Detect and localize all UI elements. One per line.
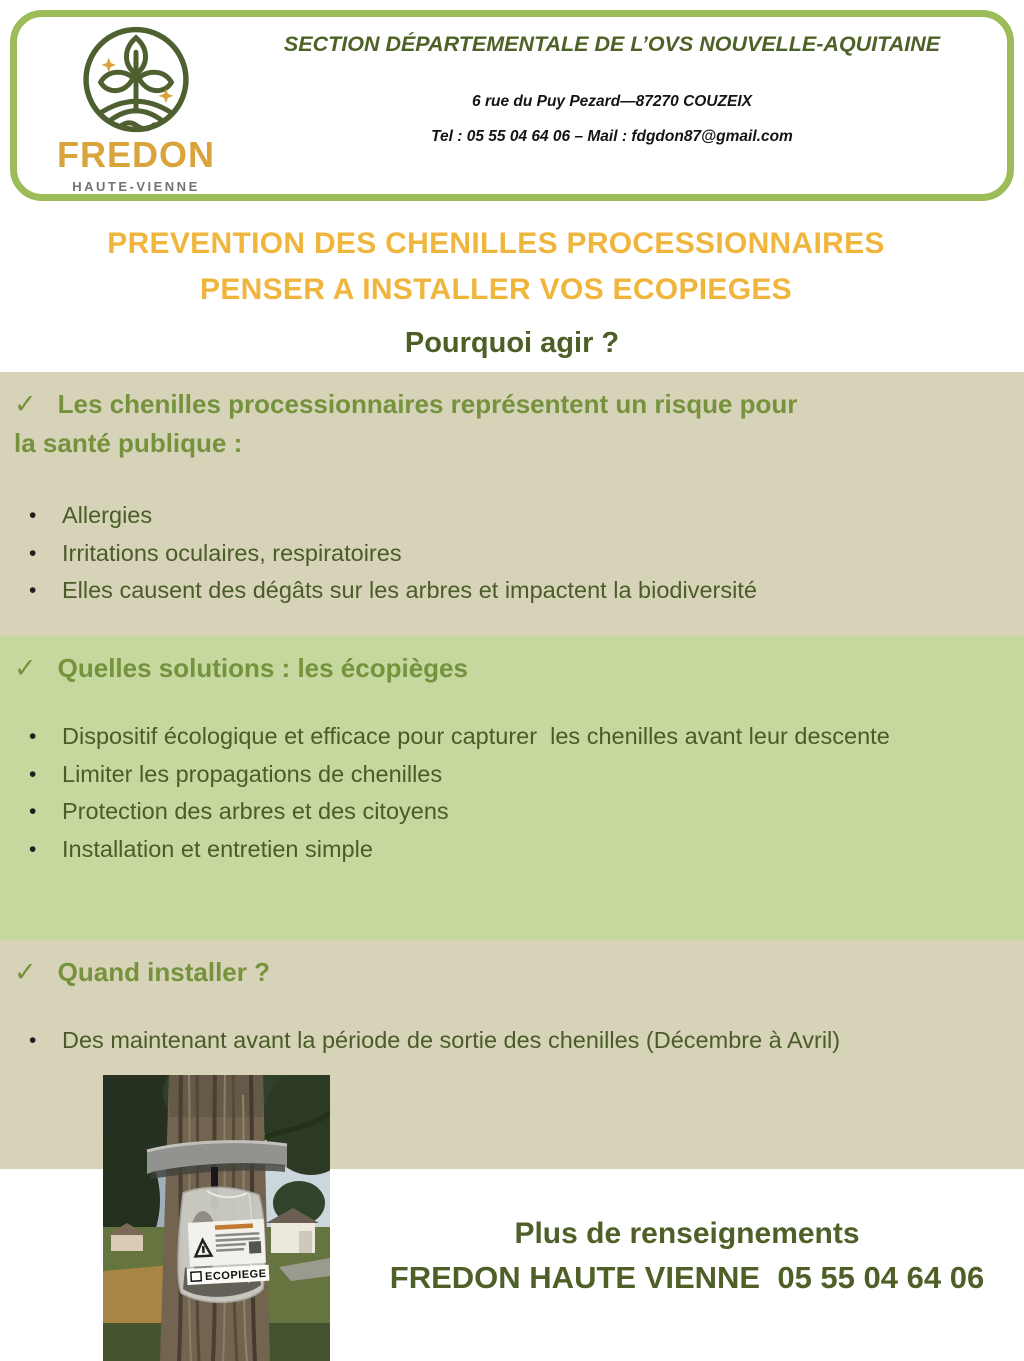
footer-contact	[350, 1212, 1024, 1300]
bullet-list	[0, 718, 1024, 868]
list-item	[0, 497, 1024, 535]
list-item	[0, 535, 1024, 573]
ecopiege-photo-illustration	[103, 1075, 330, 1361]
footer-line2: FREDON HAUTE VIENNE 05 55 04 64 06	[389, 1260, 985, 1295]
bullet-icon: •	[29, 504, 37, 527]
org-address: 6 rue du Puy Pezard—87270 COUZEIX	[472, 93, 752, 110]
ecopiege-label-text: ECOPIEGE	[204, 1267, 267, 1284]
section-heading-text-line2: la santé publique :	[14, 428, 243, 458]
section-heading-text: Quelles solutions : les écopièges	[57, 653, 468, 683]
fredon-plant-icon	[78, 25, 194, 134]
section-heading	[0, 636, 1024, 688]
list-item-text: Des maintenant avant la période de sortie des chenilles (Décembre à Avril)	[62, 1027, 841, 1053]
header-box	[10, 10, 1014, 201]
sparkle-icon	[101, 58, 116, 73]
bullet-icon: •	[29, 1029, 37, 1052]
bullet-list	[0, 1022, 1024, 1060]
main-title-line2: PENSER A INSTALLER VOS ECOPIEGES	[200, 273, 792, 306]
list-item	[0, 1022, 1024, 1060]
list-item-text: Elles causent des dégâts sur les arbres et impactent la biodiversité	[62, 577, 757, 603]
list-item-text: Installation et entretien simple	[62, 835, 373, 862]
list-item	[0, 572, 1024, 610]
list-item-text: Irritations oculaires, respiratoires	[62, 539, 402, 566]
section-heading	[0, 940, 1024, 992]
qr-code	[249, 1241, 262, 1254]
section-health-risk	[0, 372, 1024, 636]
ecopiege-label	[188, 1219, 266, 1267]
checkmark-icon: ✓	[14, 389, 37, 419]
list-item-text: Limiter les propagations de chenilles	[62, 760, 443, 787]
section-heading	[0, 372, 1024, 463]
logo-name: FREDON	[57, 134, 215, 175]
list-item	[0, 831, 1024, 869]
bullet-icon: •	[29, 762, 37, 786]
bullet-icon: •	[29, 725, 37, 748]
bullet-icon: •	[29, 541, 37, 565]
bullet-icon: •	[29, 837, 37, 861]
footer-line1: Plus de renseignements	[514, 1217, 860, 1250]
bullet-list	[0, 497, 1024, 610]
org-title: SECTION DÉPARTEMENTALE DE L’OVS NOUVELLE-AQUITAINE	[283, 32, 941, 56]
checkmark-icon: ✓	[14, 653, 37, 683]
subtitle-pourquoi-agir: Pourquoi agir ?	[404, 327, 620, 359]
list-item	[0, 793, 1024, 831]
org-contact: Tel : 05 55 04 64 06 – Mail : fdgdon87@gmail.com	[431, 128, 793, 145]
bullet-icon: •	[29, 579, 37, 602]
section-heading-text: Quand installer ?	[57, 957, 270, 987]
list-item	[0, 718, 1024, 756]
fredon-logo	[17, 17, 255, 194]
checkmark-icon: ✓	[14, 957, 37, 987]
main-title-line1: PREVENTION DES CHENILLES PROCESSIONNAIRES	[107, 227, 885, 260]
list-item-text: Protection des arbres et des citoyens	[62, 798, 449, 824]
bullet-icon: •	[29, 800, 37, 823]
ecopiege-photo	[103, 1075, 330, 1361]
logo-region: HAUTE-VIENNE	[72, 179, 200, 194]
list-item	[0, 756, 1024, 794]
section-solutions	[0, 636, 1024, 940]
section-heading-text: Les chenilles processionnaires représentent un risque pour	[57, 389, 798, 419]
list-item-text: Dispositif écologique et efficace pour capturer les chenilles avant leur descente	[62, 723, 890, 749]
main-title	[0, 221, 1024, 313]
list-item-text: Allergies	[62, 502, 153, 528]
header-text	[255, 17, 1007, 194]
